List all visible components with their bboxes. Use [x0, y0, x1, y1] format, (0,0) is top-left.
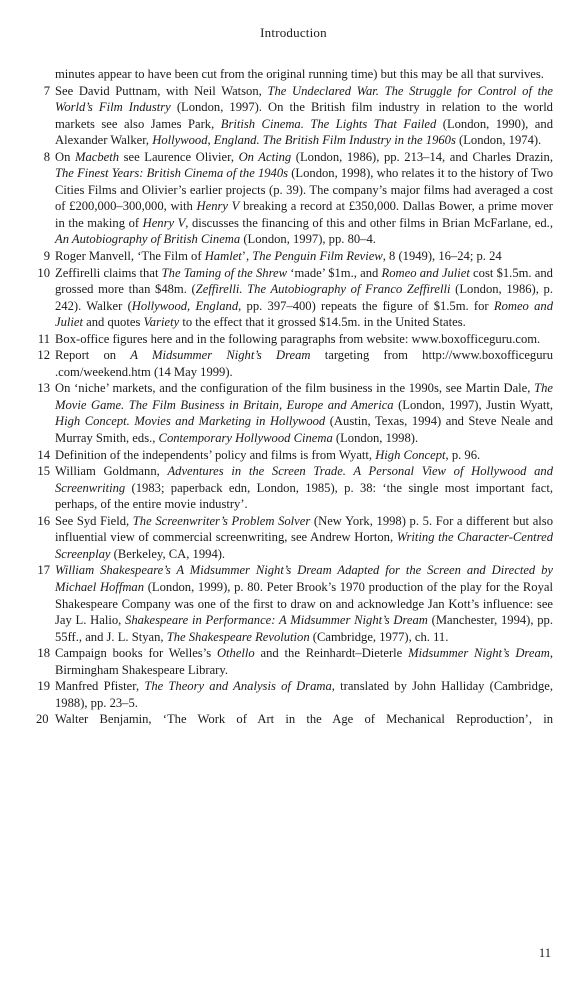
- endnote-title-text: High Concept. Movies and Marketing in Hollywood: [55, 414, 326, 429]
- endnote-number: 8: [43, 149, 50, 164]
- endnote-text: (New York, 1998) p. 5. For a different but also influential view of commercial screenwriting, see Andrew Horton,: [55, 513, 553, 545]
- endnote: [36, 265, 553, 331]
- endnote-title-text: Hamlet: [204, 249, 242, 264]
- endnote-title-text: Macbeth: [74, 149, 120, 164]
- endnote-text: (London, 1986), p. 242). Walker (: [55, 282, 553, 313]
- endnote-text: (London, 1998), who relates it to the history of Two Cities Films and Olivier’s earlier projects (p. 39). The company’s major films had averaged a cost of £200,000–300,000, with: [55, 166, 554, 214]
- endnote-text: and the Reinhardt–Dieterle: [254, 646, 409, 661]
- endnote-title-text: The Theory and Analysis of Drama: [144, 679, 332, 694]
- endnote-text: cost $1.5m. and grossed more than $48m. (: [55, 265, 553, 297]
- endnote-title-text: Hollywood, England: [131, 298, 239, 313]
- endnote-title-text: Contemporary Hollywood Cinema: [158, 431, 333, 446]
- endnote: [36, 380, 553, 446]
- endnote: [36, 331, 553, 348]
- endnote: [36, 149, 553, 248]
- endnote-title-text: William Shakespeare’s A Midsummer Night’s Dream Adapted for the Screen and Directed by Michael Hoffman: [55, 563, 553, 594]
- endnote-text: (London, 1974).: [455, 133, 542, 148]
- endnote-title-text: Romeo and Juliet: [55, 298, 553, 330]
- endnote-text: Campaign books for Welles’s: [55, 646, 217, 661]
- endnote-title-text: Henry V: [142, 215, 186, 230]
- endnote: [36, 248, 553, 265]
- endnote-title-text: The Taming of the Shrew: [161, 265, 288, 280]
- endnote: [36, 513, 553, 563]
- endnote-text: , translated by John Halliday (Cambridge, 1988), pp. 23–5.: [55, 679, 553, 710]
- endnote-number: 14: [37, 447, 50, 462]
- endnote-text: , Birmingham Shakespeare Library.: [55, 646, 554, 677]
- endnote-title-text: On Acting: [238, 149, 292, 164]
- endnote-text: (Cambridge, 1977), ch. 11.: [309, 629, 449, 644]
- endnote: [36, 347, 553, 380]
- endnote-title-text: The Screenwriter’s Problem Solver: [132, 513, 311, 528]
- endnote-number: 13: [37, 381, 50, 396]
- endnote-number: 17: [37, 563, 50, 578]
- page-number: 11: [538, 946, 551, 960]
- endnote-title-text: Variety: [143, 315, 180, 330]
- endnote-text: Walter Benjamin, ‘The Work of Art in the Age of Mechanical Reproduction’, in: [55, 712, 553, 727]
- endnote-title-text: The Penguin Film Review: [252, 249, 383, 264]
- endnote-text: ’,: [241, 249, 253, 264]
- endnote-title-text: High Concept: [375, 447, 446, 462]
- endnote-text: minutes appear to have been cut from the original running time) but this may be all that survives.: [55, 67, 544, 81]
- endnote-text: (London, 1998).: [332, 431, 419, 446]
- endnote-text: , discusses the financing of this and other films in Brian McFarlane, ed.,: [185, 215, 553, 230]
- endnote: [36, 66, 553, 83]
- endnote-text: , p. 96.: [445, 447, 481, 462]
- endnote-title-text: Hollywood, England. The British Film Industry in the 1960s: [152, 133, 456, 148]
- endnote-text: , 8 (1949), 16–24; p. 24: [382, 249, 502, 264]
- endnote: [36, 447, 553, 464]
- endnote-title-text: Othello: [216, 646, 255, 661]
- endnote-text: Box-office figures here and in the following paragraphs from website: www.boxofficeguru.com.: [55, 331, 541, 346]
- endnote-number: 11: [37, 331, 50, 346]
- endnote-title-text: Henry V: [196, 199, 240, 214]
- endnote-text: (Berkeley, CA, 1994).: [110, 546, 226, 561]
- endnote-text: (London, 1990), and Alexander Walker,: [55, 116, 553, 148]
- endnote: [36, 678, 553, 711]
- endnote-text: Roger Manvell, ‘The Film of: [55, 249, 205, 264]
- endnote-title-text: The Shakespeare Revolution: [166, 629, 310, 644]
- endnotes-list: [36, 66, 553, 728]
- endnote-text: See David Puttnam, with Neil Watson,: [55, 83, 268, 98]
- endnote-text: Report on: [55, 348, 131, 363]
- endnote-text: , pp. 397–400) repeats the figure of $1.5m. for: [238, 298, 494, 313]
- endnote-text: On: [55, 149, 75, 164]
- endnote: [36, 711, 553, 728]
- endnote-text: Zeffirelli claims that: [55, 265, 162, 280]
- endnote: [36, 562, 553, 645]
- endnote-text: (Austin, Texas, 1994) and Steve Neale and Murray Smith, eds.,: [55, 414, 553, 446]
- endnote-text: William Goldmann,: [55, 464, 168, 479]
- endnote-title-text: Romeo and Juliet: [381, 265, 470, 280]
- endnote-text: Definition of the independents’ policy and films is from Wyatt,: [55, 447, 376, 462]
- endnote-text: (Manchester, 1994), pp. 55ff., and J. L. Styan,: [55, 613, 553, 644]
- endnote-text: (London, 1999), p. 80. Peter Brook’s 1970 production of the play for the Royal Shakespeare Company was one of the first to draw on and acknowledge Jan Kott’s influence: see Jay L. Halio,: [55, 579, 553, 628]
- endnote-text: Manfred Pfister,: [55, 679, 145, 694]
- endnote-text: breaking a record at £350,000. Dallas Bower, a prime mover in the making of: [55, 199, 553, 230]
- endnote: [36, 83, 553, 149]
- endnote-title-text: Midsummer Night’s Dream: [408, 646, 550, 661]
- endnote-text: (1983; paperback edn, London, 1985), p. 38: ‘the single most important fact, perhaps, of the entire movie industry’.: [55, 480, 553, 512]
- endnote-text: On ‘niche’ markets, and the configuration of the film business in the 1990s, see Martin Dale,: [55, 381, 535, 396]
- endnote-number: 15: [37, 464, 50, 479]
- endnote: [36, 463, 553, 513]
- endnote-number: 9: [43, 249, 50, 264]
- endnote-title-text: Adventures in the Screen Trade. A Personal View of Hollywood and Screenwriting: [55, 464, 553, 495]
- endnote-text: to the effect that it grossed $14.5m. in the United States.: [179, 315, 466, 330]
- endnote-number: 7: [43, 83, 50, 98]
- endnote-text: targeting from http://www.boxofficeguru .com/weekend.htm (14 May 1999).: [55, 348, 553, 379]
- endnote: [36, 645, 553, 678]
- endnote-title-text: The Finest Years: British Cinema of the 1940s: [55, 166, 289, 181]
- endnote-title-text: Zeffirelli. The Autobiography of Franco Zeffirelli: [195, 282, 451, 297]
- endnote-text: (London, 1997), pp. 80–4.: [240, 232, 376, 247]
- endnote-text: See Syd Field,: [55, 513, 133, 528]
- endnote-number: 19: [37, 679, 50, 694]
- endnote-title-text: British Cinema. The Lights That Failed: [220, 116, 437, 131]
- endnote-number: 16: [37, 513, 50, 528]
- endnote-text: and quotes: [82, 315, 144, 330]
- endnote-text: (London, 1997), Justin Wyatt,: [393, 397, 553, 412]
- endnote-text: ‘made’ $1m., and: [287, 265, 382, 280]
- endnote-title-text: The Undeclared War. The Struggle for Control of the World’s Film Industry: [55, 83, 554, 115]
- endnote-text: see Laurence Olivier,: [119, 149, 239, 164]
- endnote-title-text: A Midsummer Night’s Dream: [130, 348, 311, 363]
- endnote-title-text: An Autobiography of British Cinema: [55, 232, 241, 247]
- endnote-title-text: Shakespeare in Performance: A Midsummer Night’s Dream: [125, 613, 428, 628]
- endnote-number: 10: [37, 265, 50, 280]
- endnote-number: 18: [37, 646, 50, 661]
- endnote-text: (London, 1997). On the British film industry in relation to the world markets see also James Park,: [55, 100, 553, 131]
- endnote-number: 12: [37, 348, 50, 363]
- endnote-title-text: Writing the Character-Centred Screenplay: [55, 530, 553, 561]
- endnote-text: (London, 1986), pp. 213–14, and Charles Drazin,: [291, 149, 553, 164]
- endnote-number: 20: [36, 712, 49, 727]
- running-head: Introduction: [260, 25, 327, 40]
- endnote-title-text: The Movie Game. The Film Business in Britain, Europe and America: [55, 381, 553, 412]
